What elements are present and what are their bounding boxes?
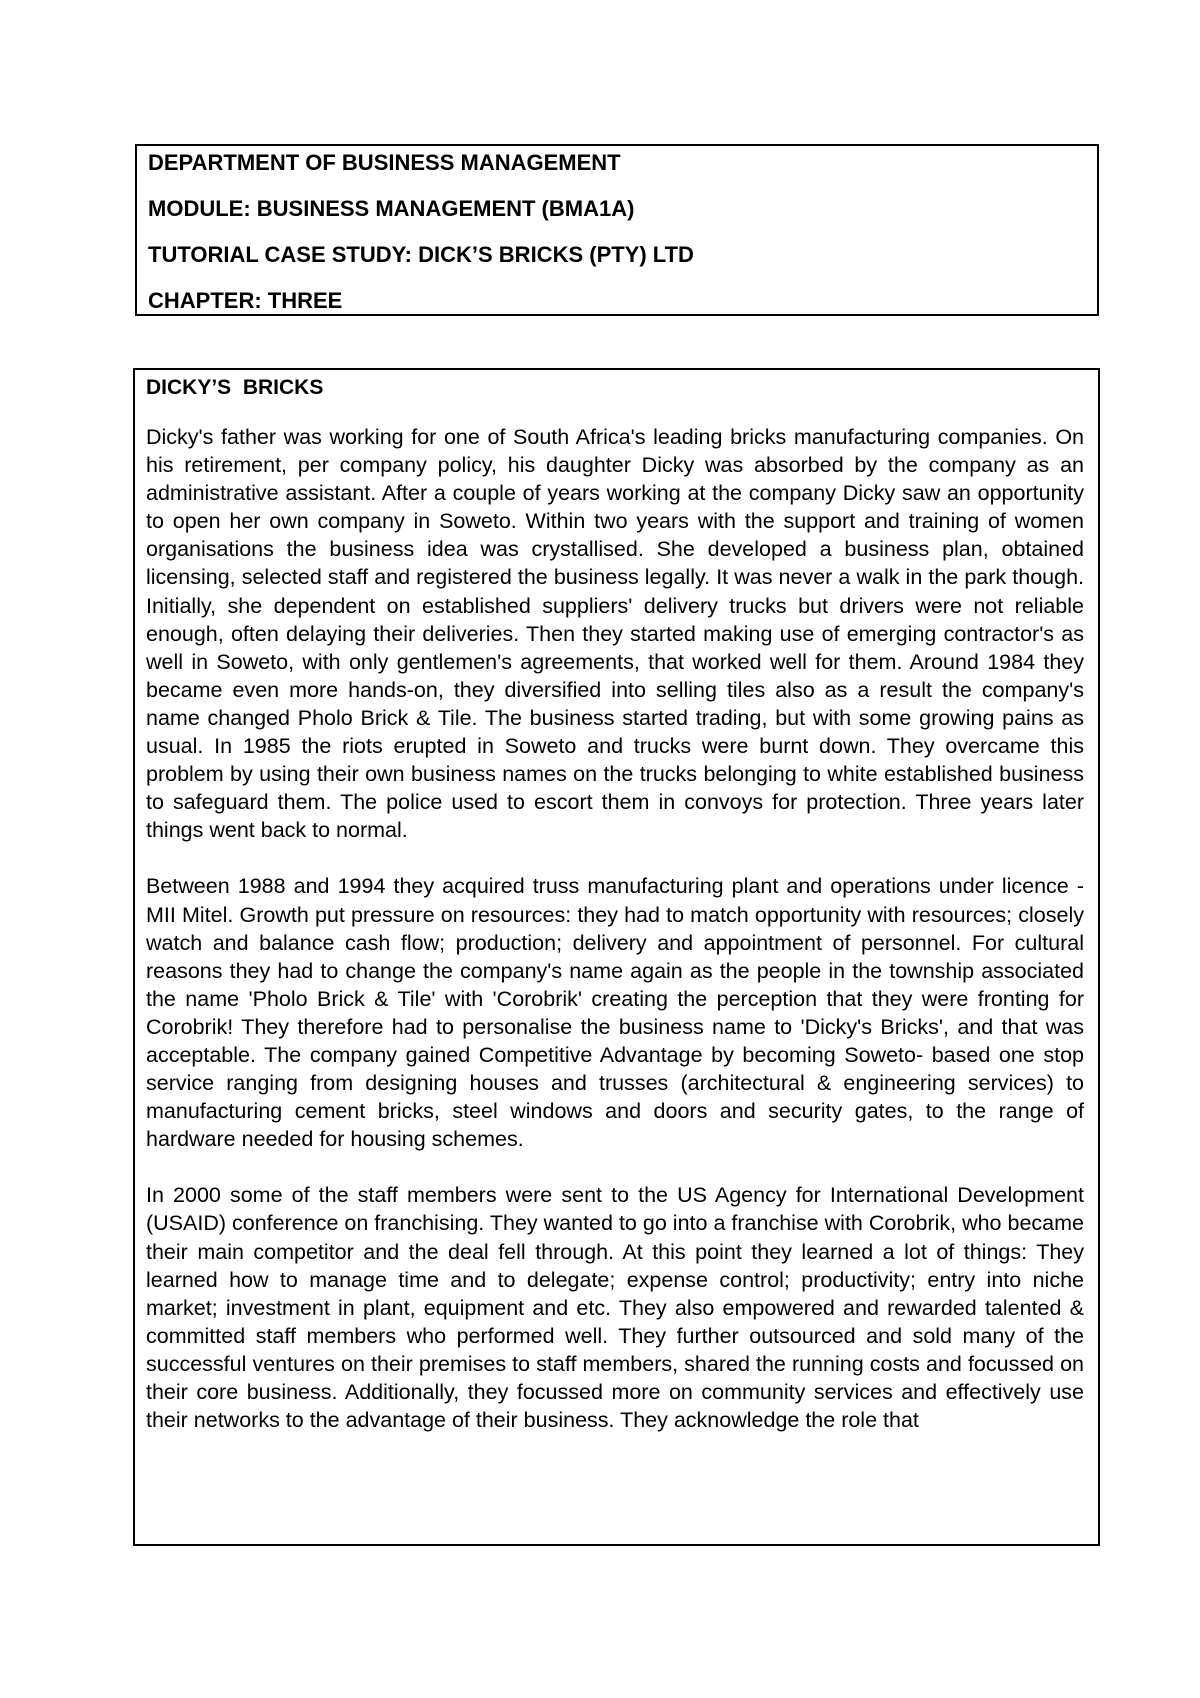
case-study-heading: TUTORIAL CASE STUDY: DICK’S BRICKS (PTY) LTD bbox=[148, 242, 694, 267]
case-paragraph-3: In 2000 some of the staff members were sent to the US Agency for International Development (USAID) conference on franchising. They wanted to go into a franchise with Corobrik, who became their main competitor and the deal fell through. At this point they learned a lot of things: They learned how to manage time and to delegate; expense control; productivity; entry into niche market; investment in plant, equipment and etc. They also empowered and rewarded talented & committed staff members who performed well. They further outsourced and sold many of the successful ventures on their premises to staff members, shared the running costs and focussed on their core business. Additionally, they focussed more on community services and effectively use their networks to the advantage of their business. They acknowledge the role that bbox=[146, 1183, 1084, 1433]
case-study-title: DICKY’S BRICKS bbox=[146, 376, 324, 399]
case-paragraph-2: Between 1988 and 1994 they acquired truss manufacturing plant and operations under licence - MII Mitel. Growth put pressure on resources: they had to match opportunity with resources; closely watch and balance cash flow; production; delivery and appointment of personnel. For cultural reasons they had to change the company's name again as the people in the township associated the name 'Pholo Brick & Tile' with 'Corobrik' creating the perception that they were fronting for Corobrik! They therefore had to personalise the business name to 'Dicky's Bricks', and that was acceptable. The company gained Competitive Advantage by becoming Soweto- based one stop service ranging from designing houses and trusses (architectural & engineering services) to manufacturing cement bricks, steel windows and doors and security gates, to the range of hardware needed for housing schemes. bbox=[146, 874, 1084, 1152]
chapter-heading: CHAPTER: THREE bbox=[148, 288, 343, 313]
case-study-box bbox=[133, 368, 1100, 1546]
case-paragraph-1: Dicky's father was working for one of South Africa's leading bricks manufacturing companies. On his retirement, per company policy, his daughter Dicky was absorbed by the company as an administrative assistant. After a couple of years working at the company Dicky saw an opportunity to open her own company in Soweto. Within two years with the support and training of women organisations the business idea was crystallised. She developed a business plan, obtained licensing, selected staff and registered the business legally. It was never a walk in the park though. Initially, she dependent on established suppliers' delivery trucks but drivers were not reliable enough, often delaying their deliveries. Then they started making use of emerging contractor's as well in Soweto, with only gentlemen's agreements, that worked well for them. Around 1984 they became even more hands-on, they diversified into selling tiles also as a result the company's name changed Pholo Brick & Tile. The business started trading, but with some growing pains as usual. In 1985 the riots erupted in Soweto and trucks were burnt down. They overcame this problem by using their own business names on the trucks belonging to white established business to safeguard them. The police used to escort them in convoys for protection. Three years later things went back to normal. bbox=[146, 425, 1084, 843]
header-box bbox=[135, 144, 1099, 316]
department-heading: DEPARTMENT OF BUSINESS MANAGEMENT bbox=[148, 150, 621, 175]
module-heading: MODULE: BUSINESS MANAGEMENT (BMA1A) bbox=[148, 196, 635, 221]
